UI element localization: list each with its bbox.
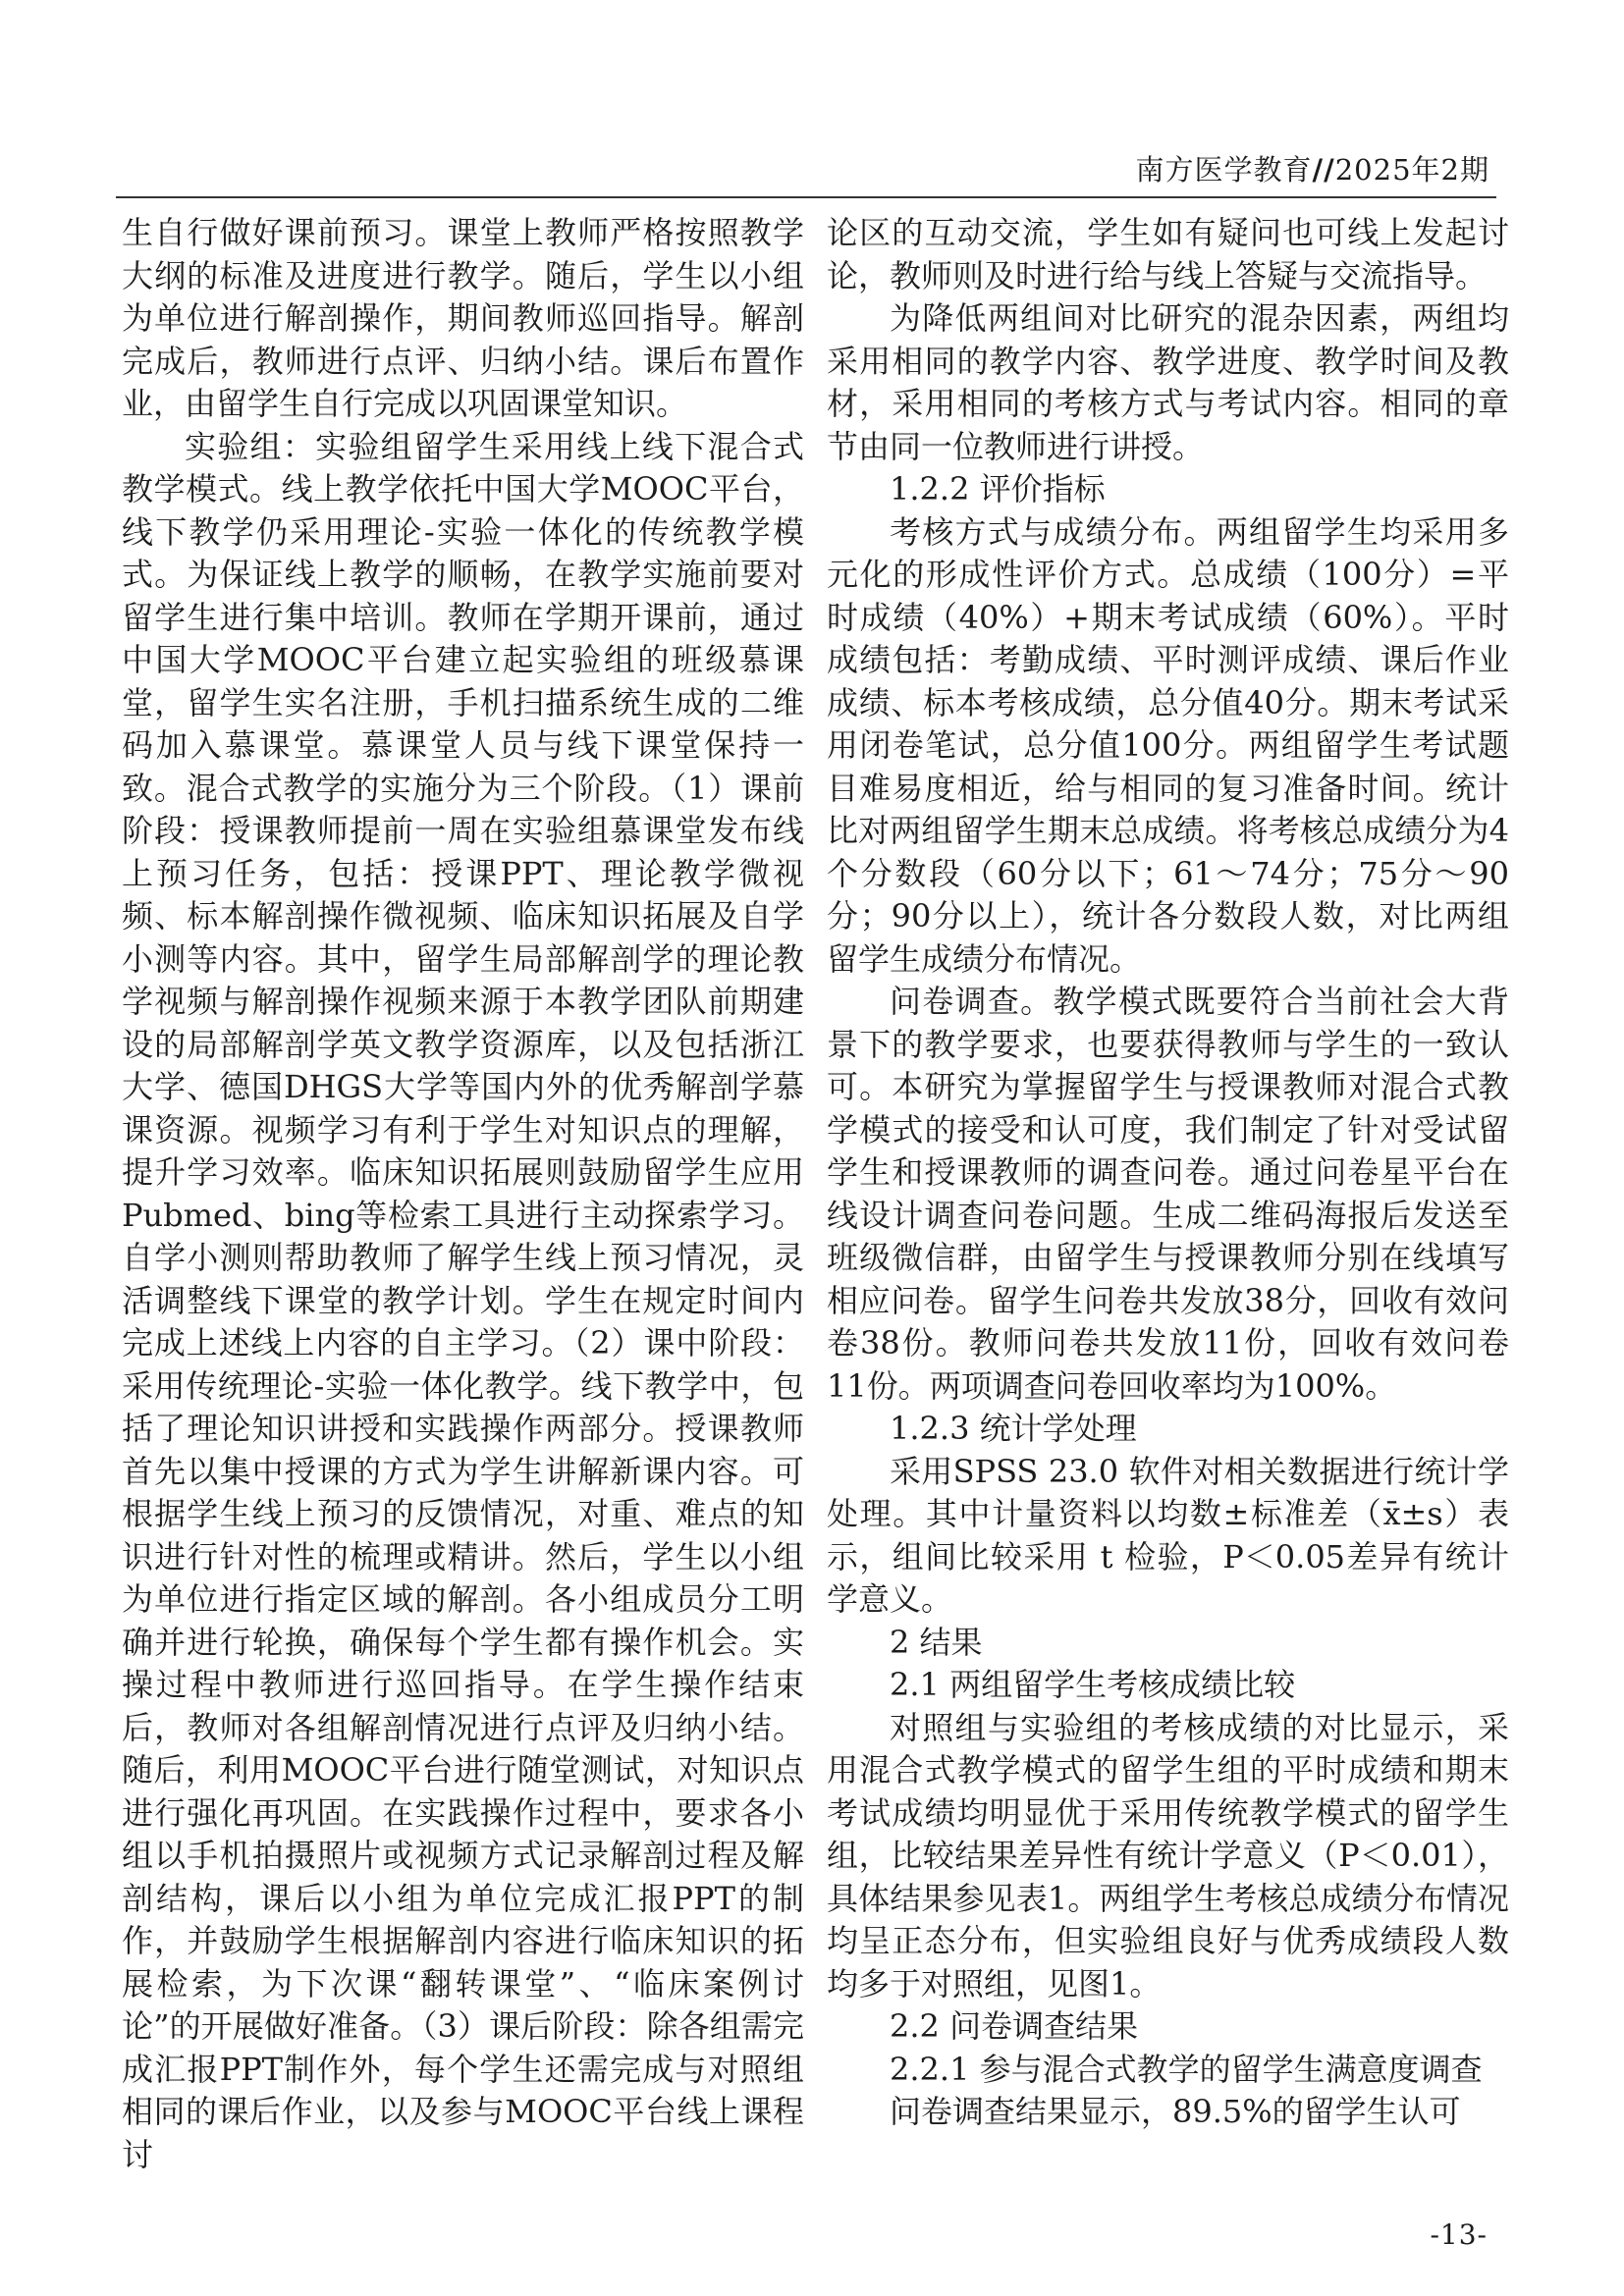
header-rule — [116, 196, 1496, 198]
left-column — [122, 212, 804, 2176]
paragraph-results-scores: 对照组与实验组的考核成绩的对比显示，采用混合式教学模式的留学生组的平时成绩和期末考试成绩均明显优于采用传统教学模式的留学生组，比较结果差异性有统计学意义（P＜0.01），具体结果参见表1。两组学生考核总成绩分布情况均呈正态分布，但实验组良好与优秀成绩段人数均多于对照组，见图1。 — [827, 1708, 1509, 2002]
journal-issue: 2025年2期 — [1334, 153, 1489, 187]
paragraph-questionnaire: 问卷调查。教学模式既要符合当前社会大背景下的教学要求，也要获得教师与学生的一致认可。本研究为掌握留学生与授课教师对混合式教学模式的接受和认可度，我们制定了针对受试留学生和授课教师的调查问卷。通过问卷星平台在线设计调查问卷问题。生成二维码海报后发送至班级微信群，由留学生与授课教师分别在线填写相应问卷。留学生问卷共发放38分，回收有效问卷38份。教师问卷共发放11份，回收有效问卷11份。两项调查问卷回收率均为100%。 — [827, 983, 1509, 1405]
paragraph-continued-right: 论区的互动交流，学生如有疑问也可线上发起讨论，教师则及时进行给与线上答疑与交流指导。 — [827, 214, 1509, 294]
paragraph-statistics: 采用SPSS 23.0 软件对相关数据进行统计学处理。其中计量资料以均数±标准差（x̄±s）表示，组间比较采用 t 检验，P＜0.05差异有统计学意义。 — [827, 1452, 1509, 1618]
header-separator: // — [1312, 153, 1335, 187]
paragraph-assessment: 考核方式与成绩分布。两组留学生均采用多元化的形成性评价方式。总成绩（100分）=平时成绩（40%）+期末考试成绩（60%）。平时成绩包括：考勤成绩、平时测评成绩、课后作业成绩、标本考核成绩，总分值40分。期末考试采用闭卷笔试，总分值100分。两组留学生考试题目难易度相近，给与相同的复习准备时间。统计比对两组留学生期末总成绩。将考核总成绩分为4个分数段（60分以下；61～74分；75分～90分；90分以上），统计各分数段人数，对比两组留学生成绩分布情况。 — [827, 512, 1509, 978]
page-number: -13- — [1430, 2218, 1488, 2251]
running-header — [1136, 148, 1489, 188]
paragraph-survey-results: 问卷调查结果显示，89.5%的留学生认可 — [890, 2093, 1461, 2130]
section-heading-2: 2 结果 — [890, 1623, 983, 1661]
journal-name: 南方医学教育 — [1135, 153, 1313, 187]
paragraph-confounding-factors: 为降低两组间对比研究的混杂因素，两组均采用相同的教学内容、教学进度、教学时间及教材，采用相同的考核方式与考试内容。相同的章节由同一位教师进行讲授。 — [827, 299, 1509, 465]
right-column — [827, 212, 1509, 2134]
section-heading-2-2-1: 2.2.1 参与混合式教学的留学生满意度调查 — [890, 2050, 1483, 2088]
section-heading-1-2-3: 1.2.3 统计学处理 — [890, 1410, 1137, 1447]
paragraph-continued: 生自行做好课前预习。课堂上教师严格按照教学大纲的标准及进度进行教学。随后，学生以小组为单位进行解剖操作，期间教师巡回指导。解剖完成后，教师进行点评、归纳小结。课后布置作业，由留学生自行完成以巩固课堂知识。 — [122, 214, 804, 422]
section-heading-2-1: 2.1 两组留学生考核成绩比较 — [890, 1666, 1296, 1703]
paragraph-experiment-group: 实验组：实验组留学生采用线上线下混合式教学模式。线上教学依托中国大学MOOC平台，线下教学仍采用理论-实验一体化的传统教学模式。为保证线上教学的顺畅，在教学实施前要对留学生进行集中培训。教师在学期开课前，通过中国大学MOOC平台建立起实验组的班级慕课堂，留学生实名注册，手机扫描系统生成的二维码加入慕课堂。慕课堂人员与线下课堂保持一致。混合式教学的实施分为三个阶段。（1）课前阶段：授课教师提前一周在实验组慕课堂发布线上预习任务，包括：授课PPT、理论教学微视频、标本解剖操作微视频、临床知识拓展及自学小测等内容。其中，留学生局部解剖学的理论教学视频与解剖操作视频来源于本教学团队前期建设的局部解剖学英文教学资源库，以及包括浙江大学、德国DHGS大学等国内外的优秀解剖学慕课资源。视频学习有利于学生对知识点的理解，提升学习效率。临床知识拓展则鼓励留学生应用Pubmed、bing等检索工具进行主动探索学习。自学小测则帮助教师了解学生线上预习情况，灵活调整线下课堂的教学计划。学生在规定时间内完成上述线上内容的自主学习。（2）课中阶段：采用传统理论-实验一体化教学。线下教学中，包括了理论知识讲授和实践操作两部分。授课教师首先以集中授课的方式为学生讲解新课内容。可根据学生线上预习的反馈情况，对重、难点的知识进行针对性的梳理或精讲。然后，学生以小组为单位进行指定区域的解剖。各小组成员分工明确并进行轮换，确保每个学生都有操作机会。实操过程中教师进行巡回指导。在学生操作结束后，教师对各组解剖情况进行点评及归纳小结。随后，利用MOOC平台进行随堂测试，对知识点进行强化再巩固。在实践操作过程中，要求各小组以手机拍摄照片或视频方式记录解剖过程及解剖结构，课后以小组为单位完成汇报PPT的制作，并鼓励学生根据解剖内容进行临床知识的拓展检索，为下次课“翻转课堂”、“临床案例讨论”的开展做好准备。（3）课后阶段：除各组需完成汇报PPT制作外，每个学生还需完成与对照组相同的课后作业，以及参与MOOC平台线上课程讨 — [122, 427, 804, 2173]
section-heading-1-2-2: 1.2.2 评价指标 — [890, 470, 1106, 507]
section-heading-2-2: 2.2 问卷调查结果 — [890, 2007, 1139, 2045]
